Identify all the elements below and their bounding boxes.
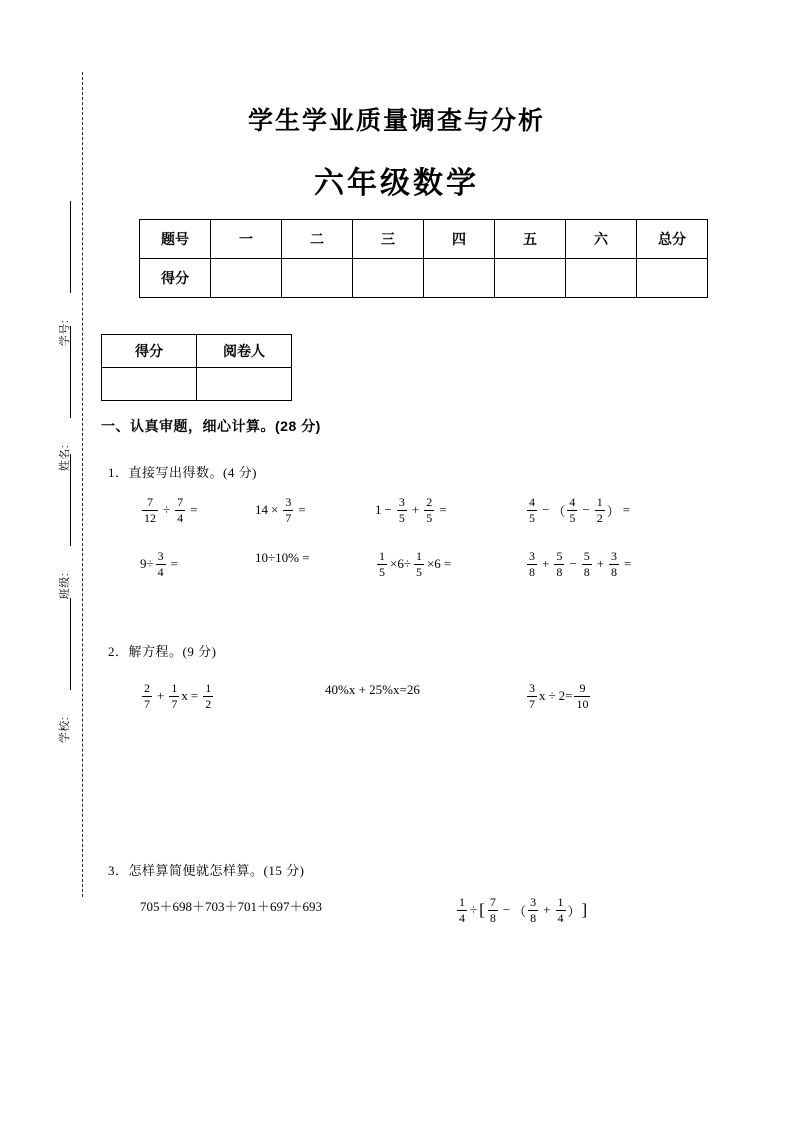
math-operator: + (596, 556, 605, 572)
seal-field-school (44, 592, 84, 742)
math-operator: ÷ (548, 688, 556, 704)
expression-1-3 (375, 496, 525, 524)
expression-2-4 (525, 550, 725, 578)
oral-math-row-2 (140, 550, 740, 578)
equation-1 (140, 682, 325, 710)
table-row-scores (140, 259, 708, 298)
marker-score-table (101, 334, 292, 401)
column-header-4: 四 (424, 220, 495, 259)
fraction-denominator: 8 (611, 564, 618, 579)
score-cell-4[interactable] (424, 259, 495, 298)
math-text: （ (513, 903, 527, 919)
score-summary-table (139, 219, 708, 298)
marker-value-score[interactable] (102, 368, 197, 401)
fraction (488, 896, 498, 924)
math-text: x (181, 688, 188, 704)
math-text: （ (552, 503, 566, 519)
fraction-denominator: 8 (489, 910, 496, 925)
page-subtitle: 六年级数学 (314, 167, 479, 200)
fraction (377, 550, 387, 578)
math-operator: = (190, 688, 199, 704)
fraction-denominator: 5 (426, 510, 433, 525)
math-text: ×6 = (426, 556, 452, 572)
math-operator: ÷ (163, 502, 171, 518)
column-header-1: 一 (211, 220, 282, 259)
fraction-denominator: 5 (415, 564, 422, 579)
fraction (175, 496, 185, 524)
fraction-numerator: 3 (530, 895, 537, 909)
math-text: 40%x + 25%x=26 (325, 682, 420, 697)
math-operator: × (271, 502, 279, 518)
fraction (283, 496, 293, 524)
math-operator: = (624, 556, 632, 572)
fraction-denominator: 4 (177, 510, 184, 525)
expression-2-3 (375, 550, 525, 578)
math-text: ） (606, 503, 620, 519)
fraction (527, 550, 537, 578)
math-operator: − (569, 556, 577, 572)
math-text: ] (581, 900, 588, 920)
math-text: 10÷10% = (255, 550, 310, 565)
fraction-denominator: 2 (596, 510, 603, 525)
expression-1-1 (140, 496, 255, 524)
write-rule (70, 598, 71, 690)
table-row-marker-values (102, 368, 292, 401)
score-cell-6[interactable] (566, 259, 637, 298)
simplify-row (140, 896, 760, 924)
math-operator: + (543, 902, 551, 918)
marker-header-grader: 阅卷人 (197, 335, 292, 368)
row-header-question: 题号 (140, 220, 211, 259)
fraction (582, 550, 592, 578)
equations-row (140, 682, 760, 710)
score-cell-3[interactable] (353, 259, 424, 298)
math-text: ÷ (470, 902, 478, 918)
fraction (554, 550, 564, 578)
fraction-denominator: 5 (379, 564, 385, 579)
fraction-denominator: 7 (144, 696, 150, 711)
seal-field-label: 班级: (59, 572, 71, 600)
score-cell-5[interactable] (495, 259, 566, 298)
fraction-numerator: 7 (177, 495, 184, 509)
seal-field-class (44, 448, 84, 598)
sub-item-1-label: 1．直接写出得数。(4 分) (108, 465, 257, 480)
math-text: ） (567, 903, 581, 919)
fraction-numerator: 3 (611, 549, 618, 563)
math-operator: + (157, 688, 165, 704)
fraction (156, 550, 166, 578)
fraction-denominator: 2 (205, 696, 212, 711)
expression-1-4 (525, 496, 725, 524)
fraction-numerator: 4 (569, 495, 576, 509)
math-operator: + (542, 556, 550, 572)
fraction-numerator: 3 (529, 549, 535, 563)
column-header-total: 总分 (637, 220, 708, 259)
equation-3 (525, 682, 705, 710)
fraction (527, 496, 537, 524)
fraction (556, 896, 566, 924)
fraction-numerator: 1 (205, 681, 212, 695)
fraction-denominator: 7 (171, 696, 178, 711)
fraction-denominator: 5 (569, 510, 576, 525)
fraction (457, 896, 467, 924)
table-row-question-numbers (140, 220, 708, 259)
marker-value-grader[interactable] (197, 368, 292, 401)
fraction-denominator: 5 (398, 510, 405, 525)
math-operator: − (582, 502, 590, 518)
fraction (424, 496, 434, 524)
fraction (528, 896, 538, 924)
fraction-numerator: 2 (426, 495, 433, 509)
sub-item-3-label: 3．怎样算简便就怎样算。(15 分) (108, 863, 305, 878)
fraction (142, 682, 152, 710)
section-heading-1: 一、认真审题，细心计算。(28 分) (101, 418, 321, 434)
math-operator: + (411, 502, 420, 518)
seal-field-label: 姓名: (59, 444, 71, 472)
math-text: 14 (255, 502, 268, 518)
fraction-numerator: 3 (157, 549, 164, 563)
fraction-denominator: 8 (530, 910, 537, 925)
math-text: [ (479, 900, 485, 920)
column-header-5: 五 (495, 220, 566, 259)
expression-2-1 (140, 550, 255, 578)
score-cell-2[interactable] (282, 259, 353, 298)
fraction-denominator: 4 (557, 910, 564, 925)
fraction-denominator: 12 (144, 510, 156, 525)
sub-item-2-label: 2．解方程。(9 分) (108, 644, 217, 659)
fraction (595, 496, 605, 524)
page-title: 学生学业质量调查与分析 (247, 107, 545, 135)
fraction (397, 496, 407, 524)
oral-math-row-1 (140, 496, 740, 524)
math-operator: − (502, 902, 511, 918)
fraction-denominator: 7 (285, 510, 292, 525)
column-header-2: 二 (282, 220, 353, 259)
fraction-numerator: 1 (557, 895, 564, 909)
fraction-denominator: 10 (576, 696, 589, 711)
fraction (203, 682, 213, 710)
fraction (142, 496, 158, 524)
expression-1-2 (255, 496, 375, 524)
fraction-numerator: 9 (579, 681, 586, 695)
math-text: x (539, 688, 546, 704)
simplify-expression-1 (140, 896, 455, 915)
column-header-6: 六 (566, 220, 637, 259)
score-cell-1[interactable] (211, 259, 282, 298)
fraction-numerator: 1 (459, 895, 465, 909)
fraction (527, 682, 537, 710)
fraction (574, 682, 590, 710)
math-text: 2= (558, 688, 573, 704)
fraction-denominator: 7 (529, 696, 535, 711)
fraction-numerator: 1 (171, 681, 178, 695)
math-operator: = (439, 502, 447, 518)
math-text: 705＋698＋703＋701＋697＋693 (140, 899, 323, 914)
fraction (169, 682, 179, 710)
marker-header-score: 得分 (102, 335, 197, 368)
math-text: 1 (375, 502, 382, 518)
fraction-denominator: 5 (529, 510, 535, 525)
table-row-marker-headers (102, 335, 292, 368)
fraction-numerator: 1 (596, 495, 603, 509)
fraction-denominator: 8 (529, 564, 535, 579)
fraction-numerator: 2 (144, 681, 150, 695)
fraction (609, 550, 619, 578)
math-operator: − (384, 502, 392, 518)
fraction-numerator: 3 (529, 681, 535, 695)
write-rule (70, 454, 71, 546)
fraction-denominator: 4 (459, 910, 465, 925)
write-rule (70, 201, 71, 293)
row-header-score: 得分 (140, 259, 211, 298)
seal-field-label: 学号: (59, 319, 71, 347)
fraction-denominator: 4 (157, 564, 164, 579)
math-operator: = (298, 502, 306, 518)
seal-field-label: 学校: (59, 716, 71, 744)
expression-2-2 (255, 550, 375, 566)
fraction-numerator: 1 (379, 549, 385, 563)
fraction-numerator: 1 (415, 549, 422, 563)
score-cell-total[interactable] (637, 259, 708, 298)
write-rule (70, 326, 71, 418)
fraction (567, 496, 577, 524)
fraction-numerator: 4 (529, 495, 535, 509)
fraction-numerator: 3 (398, 495, 405, 509)
math-operator: = (622, 502, 631, 518)
math-operator: − (542, 502, 550, 518)
math-operator: = (190, 502, 198, 518)
fraction-denominator: 8 (556, 564, 563, 579)
math-operator: = (170, 556, 178, 572)
column-header-3: 三 (353, 220, 424, 259)
simplify-expression-2 (455, 896, 715, 924)
fraction-numerator: 7 (147, 495, 153, 509)
equation-2 (325, 682, 525, 698)
fraction-numerator: 7 (489, 895, 496, 909)
fraction (414, 550, 424, 578)
fraction-numerator: 5 (583, 549, 590, 563)
fraction-numerator: 3 (285, 495, 292, 509)
fraction-denominator: 8 (583, 564, 590, 579)
math-text: 9÷ (140, 556, 154, 572)
math-text: ×6÷ (390, 556, 411, 572)
fraction-numerator: 5 (556, 549, 563, 563)
